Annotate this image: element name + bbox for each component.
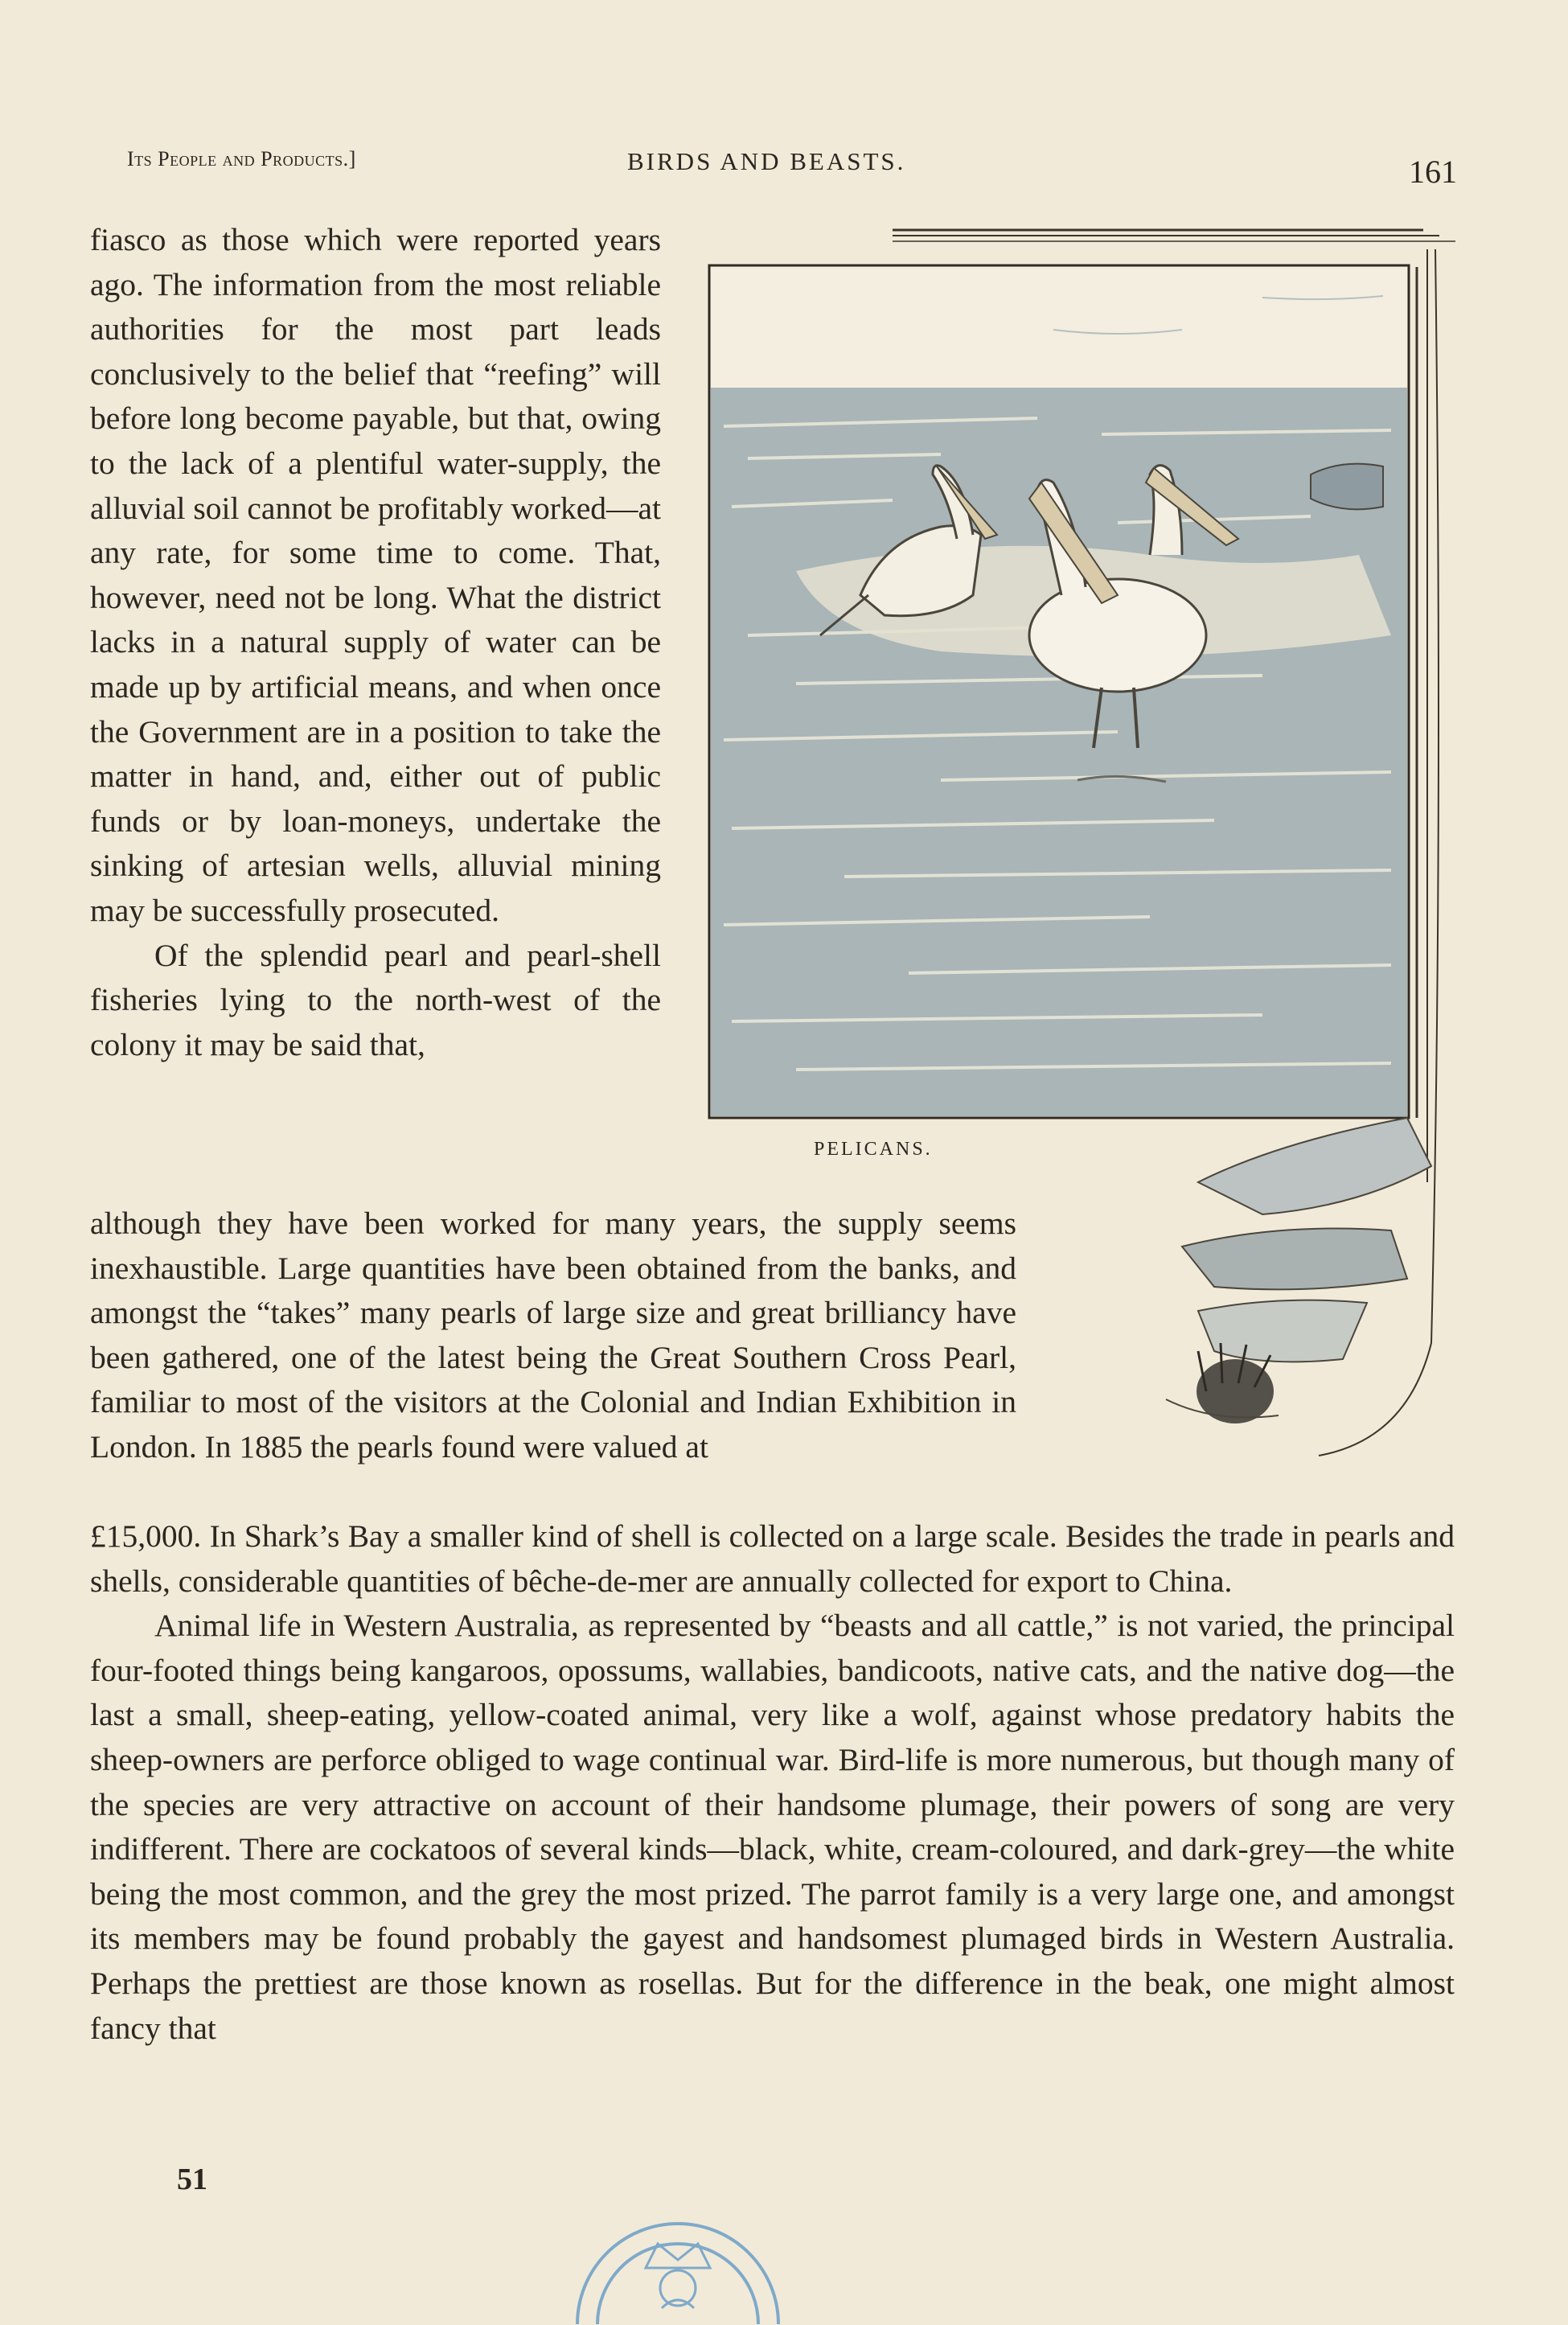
running-head-left: Its People and Products.] [127,147,356,170]
page-number: 161 [1409,154,1457,190]
paragraph-pearl-end: £15,000. In Shark’s Bay a smaller kind of shell is collected on a large scale. Besides the trade in pearls and shells, considerable quantities of bêche-de-mer are annually collected for export to China. [90,1518,1455,1599]
text-full-width [90,1514,1455,2051]
paragraph-reefing: fiasco as those which were reported years ago. The information from the most reliable authorities for the most part leads conclusively to the belief that “reefing” will before long become payable, but that, owing to the lack of a plentiful water-supply, the alluvial soil cannot be profitably worked—at any rate, for some time to come. That, however, need not be long. What the district lacks in a natural supply of water can be made up by artificial means, and when once the Government are in a position to take the matter in hand, and, either out of public funds or by loan-moneys, undertake the sinking of artesian wells, alluvial mining may be successfully prosecuted. [90,222,661,928]
paragraph-pearl-continued: although they have been worked for many years, the supply seems inexhaustible. Large quantities have been obtained from the banks, and amongst the “takes” many pearls of large size and great brilliancy have been gathered, one of the latest being the Great Southern Cross Pearl, familiar to most of the visitors at the Colonial and Indian Exhibition in London. In 1885 the pearls found were valued at [90,1206,1016,1464]
sky-area [711,267,1407,388]
figure-caption: PELICANS. [814,1139,933,1160]
pelicans-illustration [700,217,1472,1488]
running-head-title: BIRDS AND BEASTS. [627,147,906,175]
text-column-top [90,218,661,1067]
shore-vignette [1166,1118,1431,1423]
library-stamp [561,2155,794,2324]
signature-mark: 51 [177,2163,207,2196]
paragraph-animal-life: Animal life in Western Australia, as represented by “beasts and all cattle,” is not varied, the principal four-footed things being kangaroos, opossums, wallabies, bandicoots, native cats, and the native dog—the last a small, sheep-eating, yellow-coated animal, very like a wolf, against whose predatory habits the sheep-owners are perforce obliged to wage continual war. Bird-life is more numerous, but though many of the species are very attractive on account of their handsome plumage, their powers of song are very indifferent. There are cockatoos of several kinds—black, white, cream-coloured, and dark-grey—the white being the most common, and the grey the most prized. The parrot family is a very large one, and amongst its members may be found probably the gayest and handsomest plumaged birds in Western Australia. Perhaps the prettiest are those known as rosellas. But for the difference in the beak, one might almost fancy that [90,1608,1455,2046]
paragraph-pearl-intro: Of the splendid pearl and pearl-shell fisheries lying to the north-west of the colony it may be said that, [90,937,661,1062]
crown-crest-icon [646,2244,710,2308]
